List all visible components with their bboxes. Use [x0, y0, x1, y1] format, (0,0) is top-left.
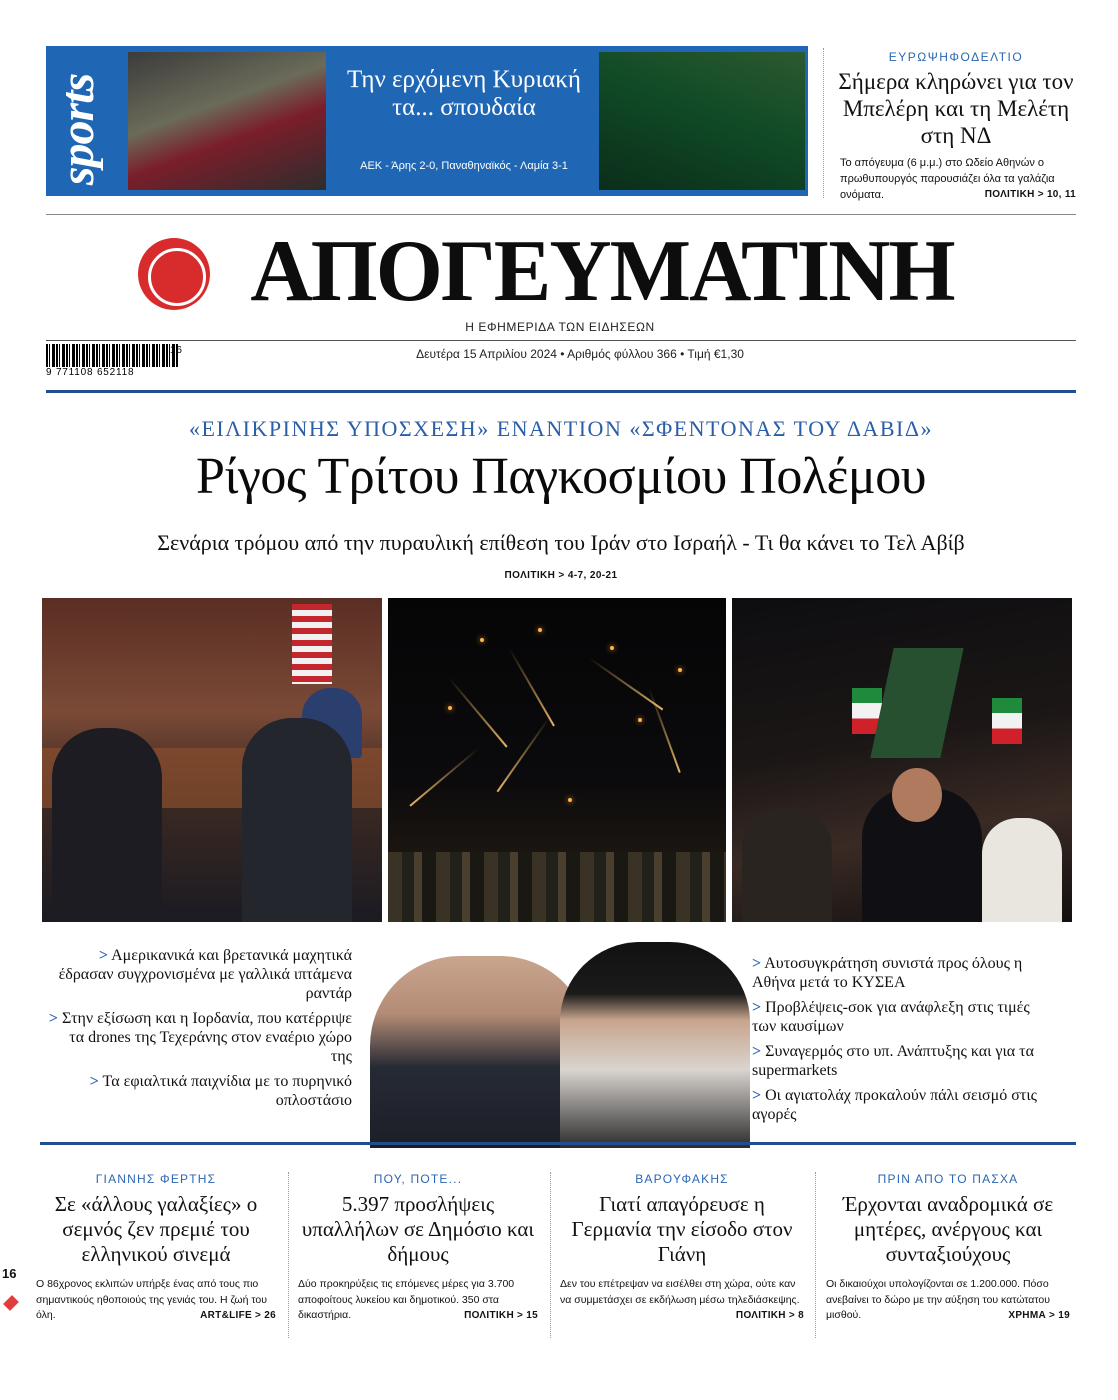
column-body: Δύο προκηρύξεις τις επόμενες μέρες για 3.700 αποφοίτους λυκείου και δημοτικού. 350 στα δικαστήρια. ΠΟΛΙΤΙΚΗ > 15 — [298, 1277, 538, 1324]
football-photo-right — [599, 52, 805, 190]
sports-headline: Την ερχόμενη Κυριακή τα... σπουδαία — [347, 66, 581, 121]
masthead-rule — [46, 340, 1076, 341]
bullets-right — [752, 954, 1052, 1130]
diamond-icon — [3, 1295, 19, 1311]
bullet-item: > Τα εφιαλτικά παιχνίδια με το πυρηνικό οπλοστάσιο — [89, 1073, 352, 1109]
arrow-icon: > — [98, 947, 108, 964]
arrow-icon: > — [752, 1043, 762, 1060]
euro-kicker: ΕΥΡΩΨΗΦΟΔΕΛΤΙΟ — [888, 50, 1024, 64]
column-kicker: ΠΟΥ, ΠΟΤΕ... — [373, 1172, 463, 1186]
euro-page-ref[interactable]: ΠΟΛΙΤΙΚΗ > 10, 11 — [984, 189, 1076, 200]
story-column-3[interactable] — [560, 1172, 804, 1324]
euro-body — [840, 155, 1076, 203]
issue-info: Δευτέρα 15 Απριλίου 2024 • Αριθμός φύλλου 366 • Τιμή €1,30 — [416, 347, 744, 361]
column-body: Ο 86χρονος εκλιπών υπήρξε ένας από τους πιο σημαντικούς ηθοποιούς της γενιάς του. Η ζωή του όλη. ART&LIFE > 26 — [36, 1277, 276, 1324]
bullet-item: > Αυτοσυγκράτηση συνιστά προς όλους η Αθήνα μετά το ΚΥΣΕΑ — [752, 955, 1023, 991]
lead-subhead: Σενάρια τρόμου από την πυραυλική επίθεση του Ιράν στο Ισραήλ - Τι θα κάνει το Τελ Αβίβ — [157, 530, 965, 555]
lead-kicker: «ΕΙΛΙΚΡΙΝΗΣ ΥΠΟΣΧΕΣΗ» ΕΝΑΝΤΙΟΝ «ΣΦΕΝΤΟΝΑΣ ΤΟΥ ΔΑΒΙΔ» — [188, 416, 934, 441]
bullet-item: > Στην εξίσωση και η Ιορδανία, που κατέρριψε τα drones της Τεχεράνης στον εναέριο χώρο της — [48, 1010, 352, 1065]
missile-interception-photo — [388, 598, 726, 922]
column-page-ref[interactable]: ΠΟΛΙΤΙΚΗ > 15 — [464, 1310, 538, 1321]
column-divider — [815, 1172, 816, 1338]
column-title[interactable]: Γιατί απαγόρευσε η Γερμανία την είσοδο στον Γιάνη — [571, 1192, 793, 1266]
bullet-item: > Οι αγιατολάχ προκαλούν πάλι σεισμό στις αγορές — [752, 1087, 1037, 1123]
arrow-icon: > — [752, 955, 762, 972]
arrow-icon: > — [752, 1087, 762, 1104]
lead-rule — [46, 390, 1076, 393]
sports-scores: ΑΕΚ - Άρης 2-0, Παναθηναϊκός - Λαμία 3-1 — [360, 160, 568, 172]
top-rule — [46, 214, 1076, 215]
lead-page-ref[interactable]: ΠΟΛΙΤΙΚΗ > 4-7, 20-21 — [504, 570, 618, 581]
bottom-rule — [40, 1142, 1076, 1145]
column-page-ref[interactable]: ΧΡΗΜΑ > 19 — [1008, 1310, 1070, 1321]
column-divider — [823, 48, 824, 198]
column-kicker: ΓΙΑΝΝΗΣ ΦΕΡΤΗΣ — [95, 1172, 217, 1186]
tehran-crowd-photo — [732, 598, 1072, 922]
euro-body-text: Το απόγευμα (6 μ.μ.) στο Ωδείο Αθηνών ο πρωθυπουργός παρουσιάζει όλα τα γαλάζια ονόματα. — [840, 157, 1055, 201]
barcode-number — [46, 345, 183, 378]
column-kicker: ΒΑΡΟΥΦΑΚΗΣ — [635, 1172, 729, 1186]
sports-tag-label: sports — [51, 73, 105, 186]
bullet-item: > Προβλέψεις-σοκ για ανάφλεξη στις τιμές των καυσίμων — [752, 999, 1030, 1035]
column-page-ref[interactable]: ART&LIFE > 26 — [200, 1310, 276, 1321]
owl-seal-icon — [138, 238, 210, 310]
arrow-icon: > — [89, 1073, 99, 1090]
lead-headline[interactable]: Ρίγος Τρίτου Παγκοσμίου Πολέμου — [195, 448, 927, 505]
masthead-tagline: Η ΕΦΗΜΕΡΙΔΑ ΤΩΝ ΕΙΔΗΣΕΩΝ — [465, 320, 655, 334]
story-column-1[interactable] — [36, 1172, 276, 1324]
bullet-item: > Αμερικανικά και βρετανικά μαχητικά έδρασαν συγχρονισμένα με γαλλικά ιπτάμενα ραντάρ — [58, 947, 352, 1002]
euro-title[interactable]: Σήμερα κληρώνει για τον Μπελέρη και τη Μελέτη στη ΝΔ — [838, 69, 1074, 148]
column-divider — [288, 1172, 289, 1338]
sports-section-tag — [46, 46, 128, 196]
column-kicker: ΠΡΙΝ ΑΠΟ ΤΟ ΠΑΣΧΑ — [877, 1172, 1019, 1186]
column-title[interactable]: Έρχονται αναδρομικά σε μητέρες, ανέργους και συνταξιούχους — [842, 1192, 1054, 1266]
sports-banner[interactable] — [46, 46, 808, 196]
story-column-2[interactable] — [298, 1172, 538, 1324]
barcode-digits: 9 771108 652118 — [46, 367, 135, 378]
newspaper-masthead: ΑΠΟΓΕΥΜΑΤΙΝΗ — [250, 223, 954, 320]
bullet-item: > Συναγερμός στο υπ. Ανάπτυξης και για τα supermarkets — [752, 1043, 1034, 1079]
story-column-4[interactable] — [826, 1172, 1070, 1324]
bullets-left — [46, 946, 352, 1116]
column-title[interactable]: 5.397 προσλήψεις υπαλλήλων σε Δημόσιο και δήμους — [301, 1192, 535, 1266]
column-body: Δεν του επέτρεψαν να εισέλθει στη χώρα, ούτε καν να συμμετάσχει σε εκδήλωση μέσω τηλεδιάσκεψης. ΠΟΛΙΤΙΚΗ > 8 — [560, 1277, 804, 1308]
column-body: Οι δικαιούχοι υπολογίζονται σε 1.200.000. Πόσο ανεβαίνει το δώρο με την αύξηση του κατώτατου μισθού. ΧΡΗΜΑ > 19 — [826, 1277, 1070, 1324]
situation-room-photo — [42, 598, 382, 922]
arrow-icon: > — [752, 999, 762, 1016]
column-divider — [550, 1172, 551, 1338]
arrow-icon: > — [48, 1010, 59, 1027]
football-photo-left — [128, 52, 326, 190]
column-page-ref[interactable]: ΠΟΛΙΤΙΚΗ > 8 — [735, 1310, 804, 1321]
barcode-suffix: 16 — [170, 345, 183, 356]
column-title[interactable]: Σε «άλλους γαλαξίες» ο σεμνός ζεν πρεμιέ του ελληνικού σινεμά — [54, 1192, 258, 1266]
leaders-photo — [360, 942, 760, 1148]
page-number: 16 — [2, 1266, 17, 1281]
